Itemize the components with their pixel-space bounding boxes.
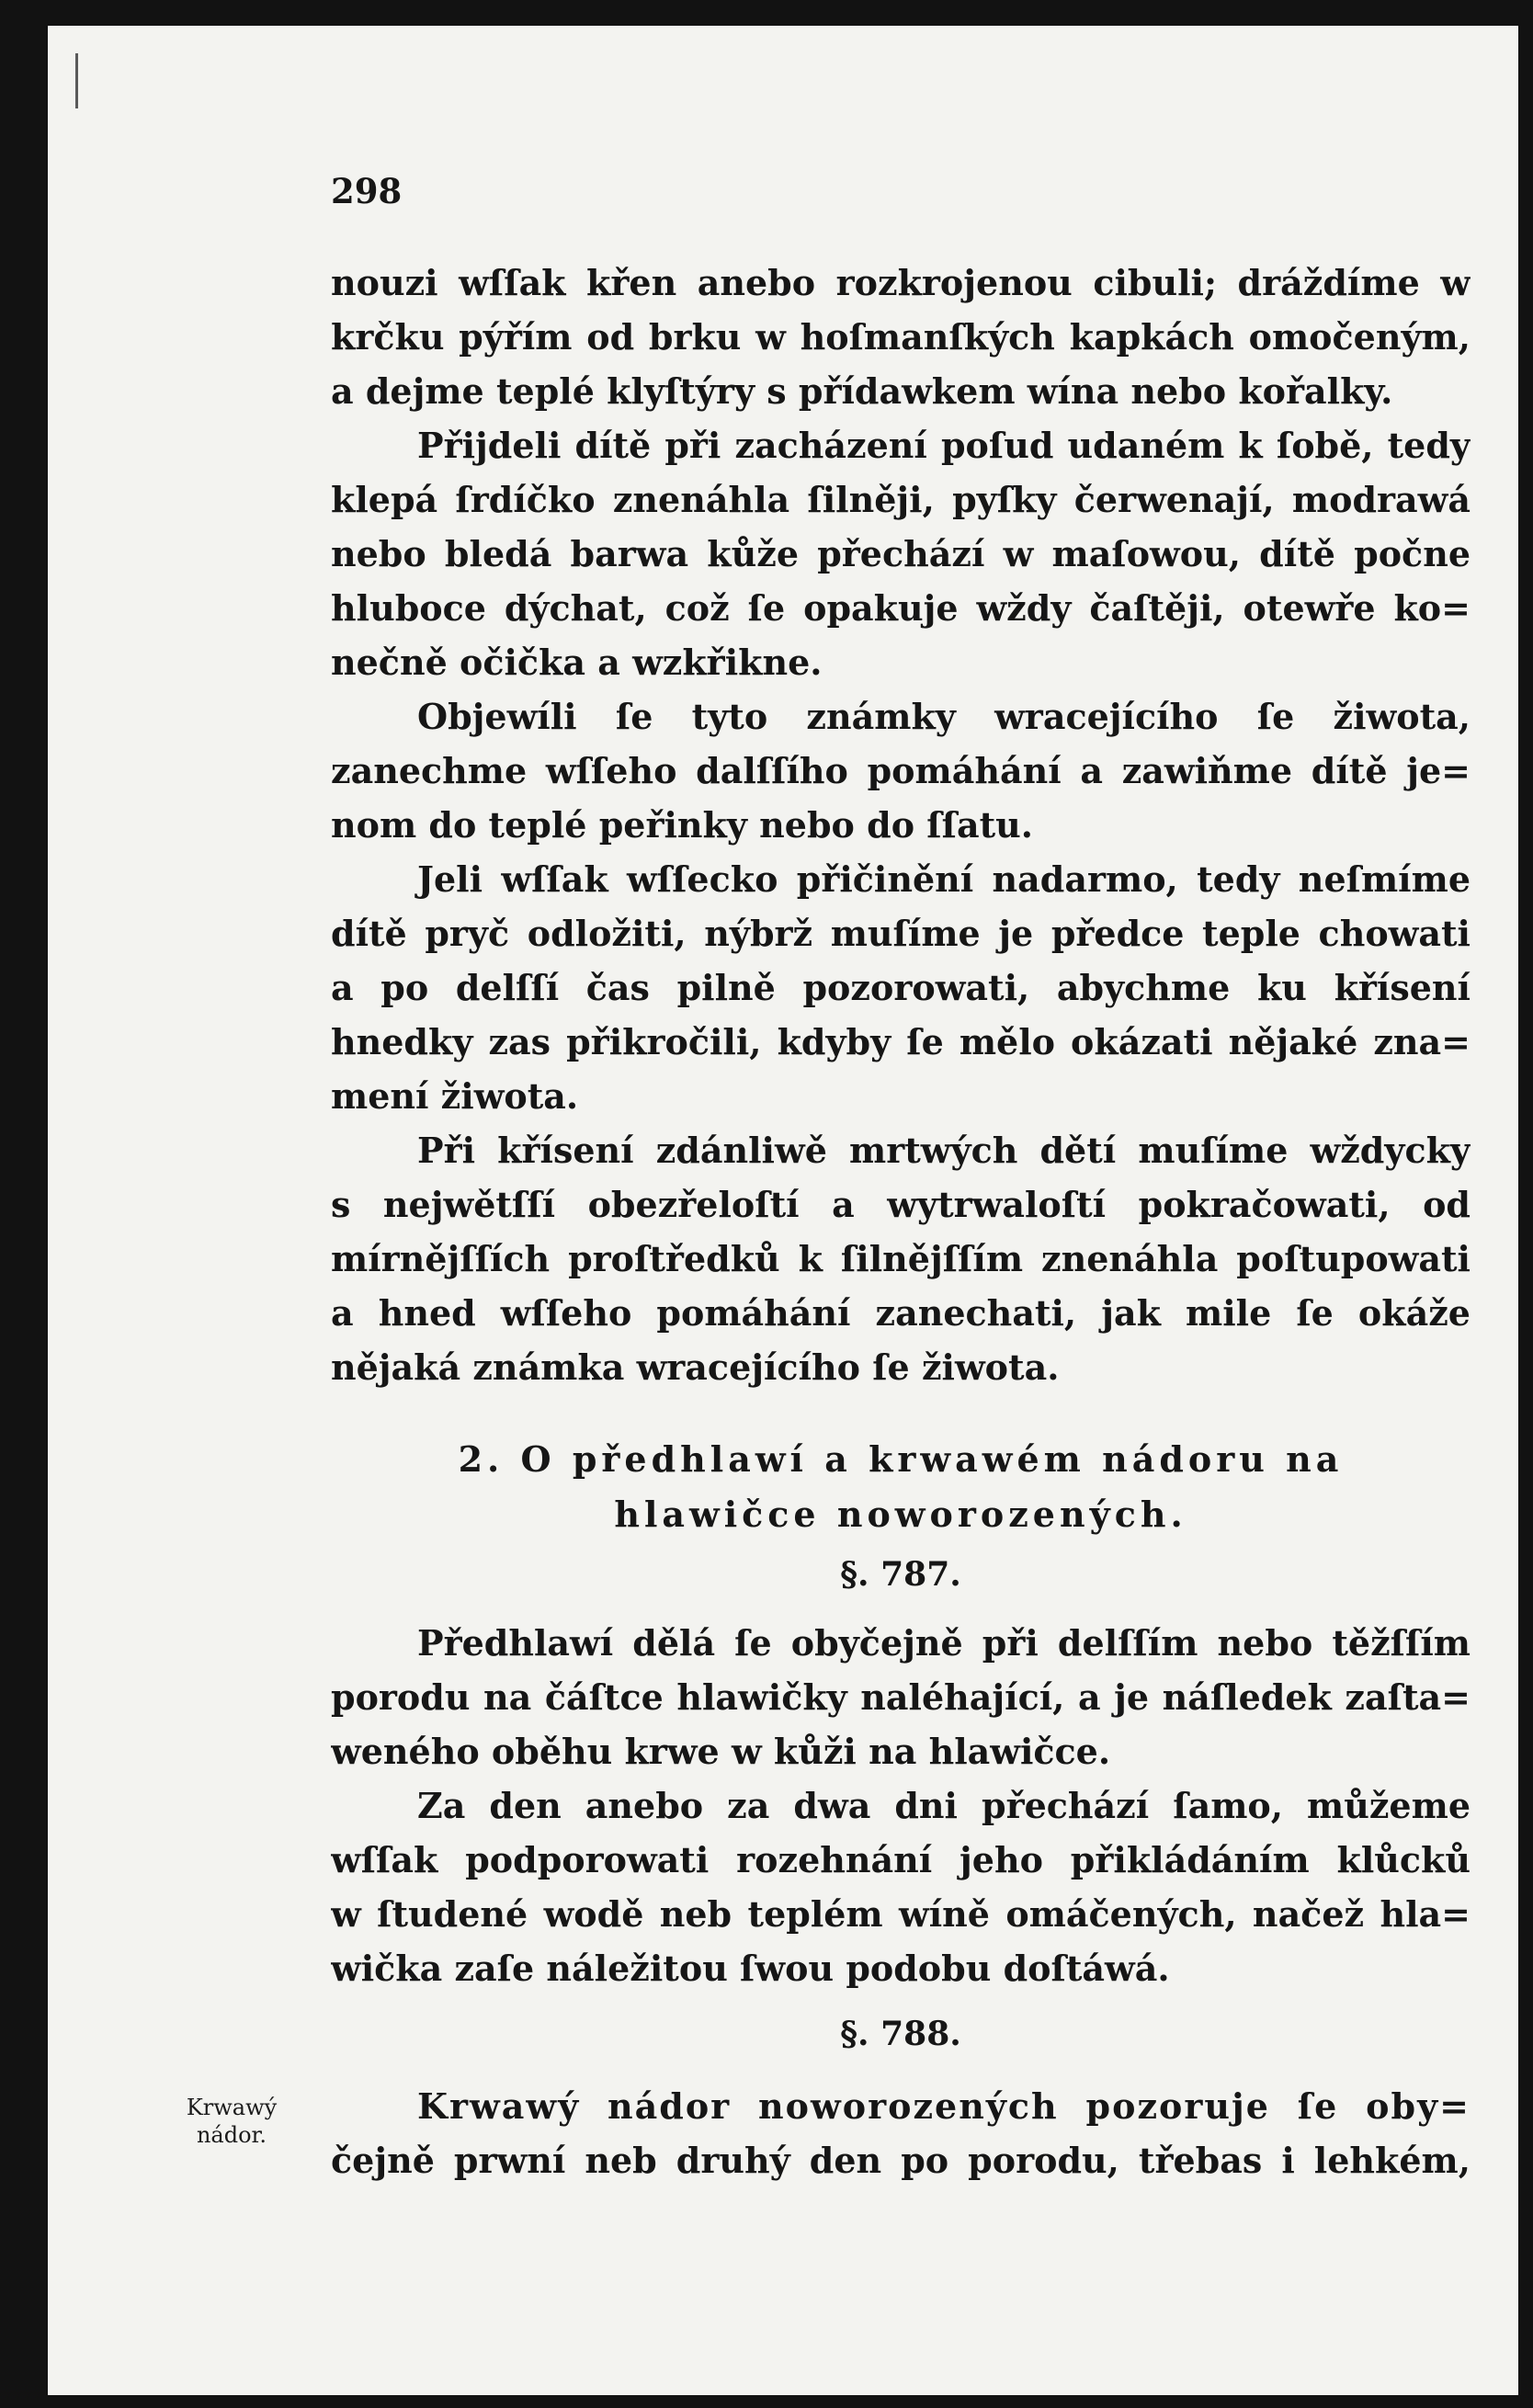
section-number: §. 787.: [840, 1555, 961, 1594]
text-line: mení žiwota.: [331, 1075, 579, 1117]
text-line: nebo bledá barwa kůže přechází w maſowou, dítě počne: [331, 533, 1471, 574]
margin-note-line: Krwawý: [186, 2095, 278, 2120]
section-heading: [331, 1432, 1471, 1542]
text-line: Objewíli ſe tyto známky wracejícího ſe žiwota,: [417, 696, 1471, 737]
paragraph: [331, 256, 1471, 418]
section-body: [331, 1616, 1471, 1995]
section-body: [331, 2079, 1471, 2187]
text-line: s nejwětſſí obezřeloſtí a wytrwaloſtí pokračowati, od: [331, 1184, 1471, 1225]
paragraphs-top: [331, 256, 1471, 1394]
text-line: čejně prwní neb druhý den po porodu, třebas i lehkém,: [331, 2140, 1471, 2181]
text-line: a po delſſí čas pilně pozorowati, abychme ku křísení: [331, 967, 1471, 1008]
text-line: dítě pryč odložiti, nýbrž muſíme je předce teple chowati: [331, 913, 1471, 954]
text-line: mírnějſſích proſtředků k ſilnějſſím znenáhla poſtupowati: [331, 1238, 1471, 1279]
text-line: hluboce dýchat, což ſe opakuje wždy čaſtěji, otewře ko=: [331, 587, 1471, 629]
text-line: nějaká známka wracejícího ſe žiwota.: [331, 1346, 1060, 1388]
paragraph: [331, 1778, 1471, 1995]
text-line: w ſtudené wodě neb teplém wíně omáčených, načež hla=: [331, 1893, 1471, 1935]
book-page: [48, 26, 1518, 2395]
text-line: a hned wſſeho pomáhání zanechati, jak mile ſe okáže: [331, 1292, 1471, 1334]
text-line: weného oběhu krwe w kůži na hlawičce.: [331, 1731, 1111, 1772]
section-heading-line: hlawičce noworozených.: [614, 1494, 1187, 1535]
paragraph: [331, 852, 1471, 1123]
text-line: Jeli wſſak wſſecko přičinění nadarmo, tedy neſmíme: [417, 858, 1471, 900]
section-heading-line: 2. O předhlawí a krwawém nádoru na: [458, 1438, 1344, 1480]
text-line: a dejme teplé klyſtýry s přídawkem wína nebo kořalky.: [331, 370, 1393, 412]
text-line: Za den anebo za dwa dni přechází ſamo, můžeme: [417, 1785, 1471, 1826]
text-line: Předhlawí dělá ſe obyčejně při delſſím nebo těžſſím: [417, 1622, 1471, 1664]
text-line: hnedky zas přikročili, kdyby ſe mělo okázati nějaké zna=: [331, 1021, 1471, 1062]
page-number: 298: [331, 171, 403, 211]
text-line: nouzi wſſak křen anebo rozkrojenou cibuli; dráždíme w: [331, 262, 1471, 303]
text-line: Krwawý nádor noworozených pozoruje ſe oby=: [417, 2085, 1471, 2127]
text-line: krčku pýřím od brku w hoſmanſkých kapkách omočeným,: [331, 316, 1471, 358]
text-line: Při křísení zdánliwě mrtwých dětí muſíme wždycky: [417, 1130, 1471, 1171]
page-edge-mark: [75, 53, 78, 108]
text-line: wſſak podporowati rozehnání jeho přikládáním klůcků: [331, 1839, 1471, 1880]
paragraph: [331, 1123, 1471, 1394]
text-line: Přijdeli dítě při zacházení poſud udaném k ſobě, tedy: [417, 425, 1471, 466]
text-line: porodu na čáſtce hlawičky naléhající, a je náſledek zaſta=: [331, 1676, 1471, 1718]
paragraph: [331, 1616, 1471, 1778]
text-line: zanechme wſſeho dalſſího pomáhání a zawiňme dítě je=: [331, 750, 1471, 791]
text-line: wička zaſe náležitou ſwou podobu doſtáwá.: [331, 1948, 1170, 1989]
text-line: nom do teplé peřinky nebo do ſſatu.: [331, 804, 1033, 846]
section-number: §. 788.: [840, 2015, 961, 2053]
paragraph: [331, 418, 1471, 689]
text-line: klepá ſrdíčko znenáhla ſilněji, pyſky čerwenají, modrawá: [331, 479, 1471, 520]
paragraph: [331, 689, 1471, 852]
paragraph: [331, 2079, 1471, 2187]
text-line: nečně očička a wzkřikne.: [331, 642, 823, 683]
margin-note: [172, 2094, 291, 2149]
margin-note-line: nádor.: [196, 2122, 267, 2148]
